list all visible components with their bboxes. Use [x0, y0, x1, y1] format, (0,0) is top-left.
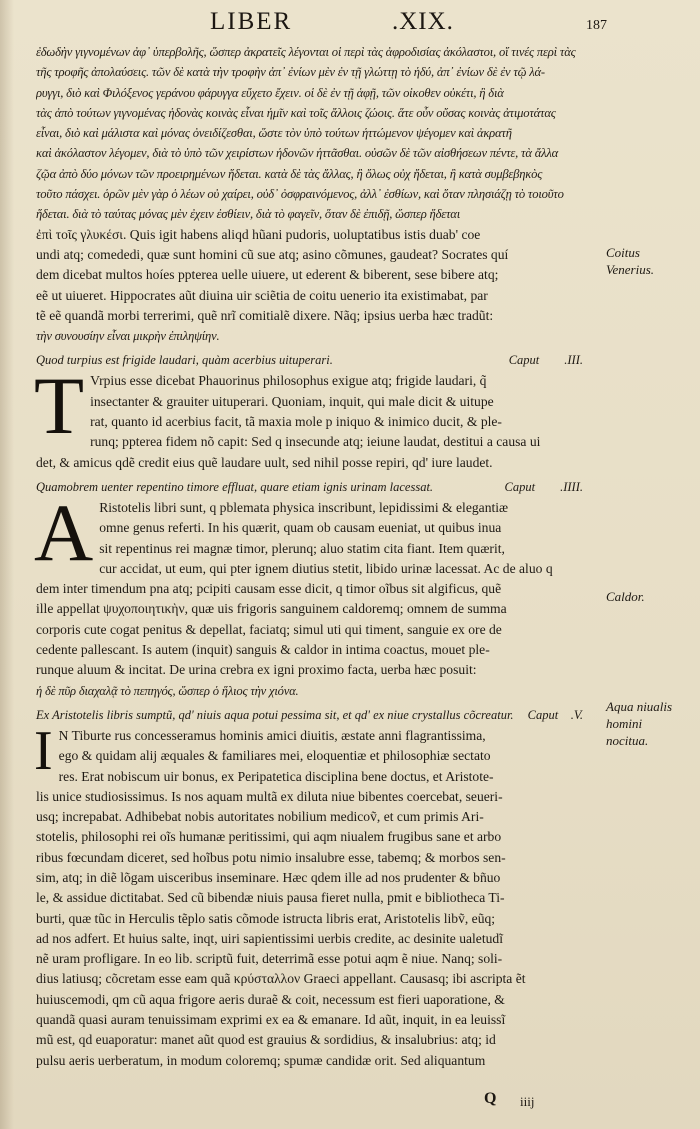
chapter-4-line: omne genus referti. In his quærit, quam ob causam eueniat, ut quibus inua [99, 520, 502, 536]
catchword: Q [484, 1090, 497, 1107]
signature-mark: iiij [520, 1094, 535, 1109]
chapter-3-dropcap: T [34, 360, 85, 452]
chapter-4-line: Ristotelis libri sunt, q pblemata physica inscribunt, lepidissimi & elegantiæ [99, 499, 509, 515]
continued-text-line: τοῦτο πάσχει. ὁρῶν μὲν γὰρ ὁ λέων οὐ χαίρει, οὐδ᾽ ὀσφραινόμενος, ἀλλ᾽ ἐσθίων, καὶ ὅταν πλησιάζῃ τὸ τοιοῦτο [36, 187, 564, 202]
running-head-title: LIBER [210, 8, 293, 35]
continued-text-line: ἐδωδὴν γιγνομένων ἀφ᾽ ὑπερβολῆς, ὥσπερ ἀκρατεῖς λέγονται οἱ περὶ τὰς ἀφροδισίας ἀκόλαστοι, οἵ τινές περὶ τὰς [36, 45, 576, 59]
continued-text-line: undi atq; comededi, quæ sunt homini cũ sue atq; asino cõmunes, gaudeat? Socrates quí [36, 246, 509, 262]
chapter-3-line: Vrpius esse dicebat Phauorinus philosophus exigue atq; frigide laudari, q̃ [90, 373, 487, 389]
chapter-5-line: ego & quidam alij æquales & familiares mei, eloquentiæ et philosophiæ sectato [58, 748, 491, 764]
running-head-book-number: .XIX. [392, 8, 454, 35]
margin-note-caldor: Caldor. [606, 589, 645, 604]
chapter-5-line: lis unice studiosissimus. Is nos aquam multã ex diluta niue bibentes coercebat, seueri- [36, 788, 503, 804]
continued-text-line: τὴν συνουσίην εἶναι μικρὴν ἐπιληψίην. [36, 329, 220, 344]
chapter-5-heading-text: Ex Aristotelis libris sumptũ, qd' niuis aqua potui pessima sit, et qd' ex niue crystallus cõcreatur. [36, 707, 514, 722]
chapter-5-line: res. Erat nobiscum uir bonus, ex Peripatetica disciplina bene doctus, et Aristote- [58, 768, 494, 784]
chapter-4-line: runque aluum & incitat. De urina crebra ex igni proximo facta, uerba hæc posuit: [36, 662, 477, 678]
margin-note-coitus: Coitus Venerius. [606, 245, 655, 277]
continued-text-line: ἥδεται. διὰ τὸ ταύτας μόνας μὲν ἐχειν ἐσθίειν, διὰ τὸ φαγεῖν, ὅταν δὲ ἐπιδῇ, ὥσπερ ἥδεται [36, 207, 461, 222]
chapter-4-caput-number: .IIII. [560, 479, 583, 494]
continued-text-line: eẽ ut uiueret. Hippocrates aũt diuina uir sciẽtia de coitu uenerio ita existimabat, par [36, 287, 488, 303]
continued-text-line: ζῷα ἀπὸ δύο μόνων τῶν προειρημένων ἥδεται. κατὰ δὲ τὰς ἄλλας, ἢ ὅλως οὐχ ἥδεται, ἢ κατὰ συμβεβηκὸς [36, 166, 543, 181]
continued-text-line: τὰς ἀπὸ τούτων γιγνομένας ἡδονὰς κοινὰς εἶναι ἡμῖν καὶ τοῖς ἄλλοις ζώοις. ἅτε οὖν οὔσας κοινὰς ἀτιμοτάτας [36, 105, 556, 120]
chapter-5-line: stotelis, philosophi rei oĩs humanæ peritissimi, qui aqm niualem frugibus sane et arbo [36, 829, 502, 845]
chapter-5-caput [528, 705, 601, 726]
chapter-5-line: le, & assidue dictitabat. Sed cũ bibendæ niuis pausa fieret nulla, pmit e bibliotheca Ti- [36, 890, 505, 906]
continued-text-line: ἐπὶ τοῖς γλυκέσι. Quis igit habens aliqd hũani pudoris, uoluptatibus istis duab' coe [36, 226, 481, 242]
chapter-4-dropcap: A [34, 486, 94, 578]
continued-text-line: καὶ ἀκόλαστον λέγομεν, διὰ τὸ ὑπὸ τῶν χειρίστων ἡδονῶν ἡττᾶσθαι. οὐσῶν δὲ τῶν αἰσθήσεων πέντε, τὰ ἄλλα [36, 146, 559, 161]
chapter-4-line: ille appellat ψυχοποιητικὴν, quæ uis frigoris sanguinem caldoremq; omnem de summa [36, 601, 507, 617]
chapter-4-line: sit repentinus rei magnæ timor, plerunq; aluo statim cita fiant. Item quærit, [99, 540, 505, 556]
chapter-5-caput-label: Caput [527, 707, 559, 722]
chapter-5-paragraph [34, 719, 601, 1071]
continued-text [36, 42, 601, 346]
chapter-4-heading [36, 477, 601, 498]
chapter-3-caput-number: .III. [564, 353, 583, 368]
chapter-5-line: nẽ uram profligare. In eo lib. scriptũ fuit, deterrimã esse potui aqm ẽ niue. Nanq; soli- [36, 951, 503, 967]
chapter-5-caput-number: .V. [570, 707, 583, 722]
chapter-5-lines [34, 719, 601, 1071]
continued-text-line: tẽ eẽ quandã morbi terrerimi, quẽ nrĩ comitialẽ dixere. Nãq; ipsius uerba hæc tradũt: [36, 307, 494, 323]
continued-text-line: εἶναι, διὸ καὶ μάλιστα καὶ μόνας ὀνειδίζεσθαι, ὥστε τὸν ὑπὸ τούτων ἡττώμενον ψέγομεν καὶ ἀκρατῆ [36, 126, 512, 141]
chapter-3-line: insectanter & grauiter uituperari. Quoniam, inquit, qui male dicit & uitupe [90, 393, 494, 409]
chapter-5-line: quandã quasi auram tenuissimam exprimi ex ea & emanare. Id aũt, inquit, in ea leuissĩ [36, 1012, 506, 1028]
chapter-4-line: cedente pallescant. Is autem (inquit) sanguis & caldor in intima coactus, mouet ple- [36, 642, 490, 658]
chapter-4-line: cur accidat, ut eum, qui pter ignem diutius stetit, libido urinæ lacessat. Ac de aluo q [99, 560, 553, 576]
chapter-3-line: runq; ppterea fidem nõ capit: Sed q insecunde atq; ieiune laudat, destitui a causa ui [90, 434, 541, 450]
chapter-3-heading [36, 350, 601, 371]
chapter-5-line: burti, quæ tũc in Herculis tẽplo satis cõmode istructa libris erat, Aristotelis libṽ, eũq; [36, 910, 496, 926]
chapter-5-line: ad nos adfert. Et huius salte, inqt, uiri sapientissimi uerbis credite, ac desinite ualetudĩ [36, 930, 503, 946]
chapter-3-caput-label: Caput [508, 353, 540, 368]
continued-text-line: τῆς τροφῆς ἀπολαύσεις. τῶν δὲ κατὰ τὴν τροφὴν ἀπ᾽ ἐνίων μὲν ἐν τῇ γλώττῃ τὸ ἡδύ, ἀπ᾽ ἐνίων δὲ ἐν τῷ λά- [36, 65, 545, 80]
chapter-4-heading-text: Quamobrem uenter repentino timore effluat, quare etiam ignis urinam lacessat. [36, 479, 434, 494]
margin-note-aqua: Aqua niualis homini nocitua. [606, 699, 673, 748]
chapter-5-line: sim, atq; in diẽ lõgam uisceribus inseminare. Hæc qdem ille ad nos prudenter & bñuo [36, 869, 501, 885]
page-gutter-shadow [0, 0, 14, 1129]
continued-text-line: dem dicebat multos hoíes ppterea uelle uiuere, ut ederent & biberent, sese bibere atq; [36, 267, 499, 283]
chapter-5-line: usq; increpabat. Adhibebat nobis autoritates nobilium medicoṽ, et cum primis Ari- [36, 809, 484, 825]
chapter-5-line: N Tiburte rus concesseramus hominis amici diuitis, æstate anni flagrantissima, [58, 727, 486, 743]
chapter-3-line: det, & amicus qdẽ credit eius quẽ laudare uult, sed nihil posse repiri, qd' iure laudet. [36, 454, 493, 470]
chapter-3-caput [509, 350, 601, 371]
chapter-3-heading-text: Quod turpius est frigide laudari, quàm acerbius uituperari. [36, 353, 333, 368]
chapter-5-line: dius latiusq; cõcretam esse eam quã κρύσταλλον Graeci appellant. Causasq; ibi ascripta ẽt [36, 971, 526, 987]
chapter-5-line: pulsu aeris uerberatum, in modum coloremq; spumæ candidæ orit. Sed aliquantum [36, 1052, 486, 1068]
chapter-5-heading [36, 705, 601, 726]
chapter-3-line: rat, quanto id acerbius facit, tã maxia mole p iniquo & inimico ducit, & ple- [90, 414, 502, 430]
folio-number: 187 [586, 18, 607, 33]
chapter-4-line: ἡ δὲ πῦρ διαχαλᾷ τὸ πεπηγός, ὥσπερ ὁ ἥλιος τὴν χιόνα. [36, 683, 299, 698]
chapter-5-line: ribus fœcundam diceret, sed hoĩbus potu nimio insalubre esse, tabemq; & morbos sen- [36, 849, 506, 865]
chapter-4-line: corporis cute cogat penitus & depellat, faciatq; simul uti qui timent, sanguie ex ore de [36, 621, 502, 637]
chapter-4-caput [505, 477, 601, 498]
chapter-5-line: mũ est, qd euaporatur: manet aũt quod est grauius & sordidius, & insalubrius: atq; id [36, 1032, 496, 1048]
continued-text-line: ρυγγι, διὸ καὶ Φιλόξενος γεράνου φάρυγγα εὔχετο ἔχειν. οἱ δὲ ἐν τῇ ἁφῇ, τῶν οἰκοθεν οὐκέτι, ἢ διὰ [36, 85, 504, 100]
main-text-block [36, 42, 601, 1071]
chapter-5-line: huiuscemodi, qm cũ aqua frigore aeris duraẽ & coit, necessum est fieri uaporatione, & [36, 991, 505, 1007]
chapter-4-line: dem inter timendum pna atq; pcipiti causam esse dicit, q timor oĩbus sit algificus, quẽ [36, 581, 502, 597]
chapter-5-dropcap: I [34, 719, 53, 782]
chapter-4-caput-label: Caput [504, 479, 536, 494]
